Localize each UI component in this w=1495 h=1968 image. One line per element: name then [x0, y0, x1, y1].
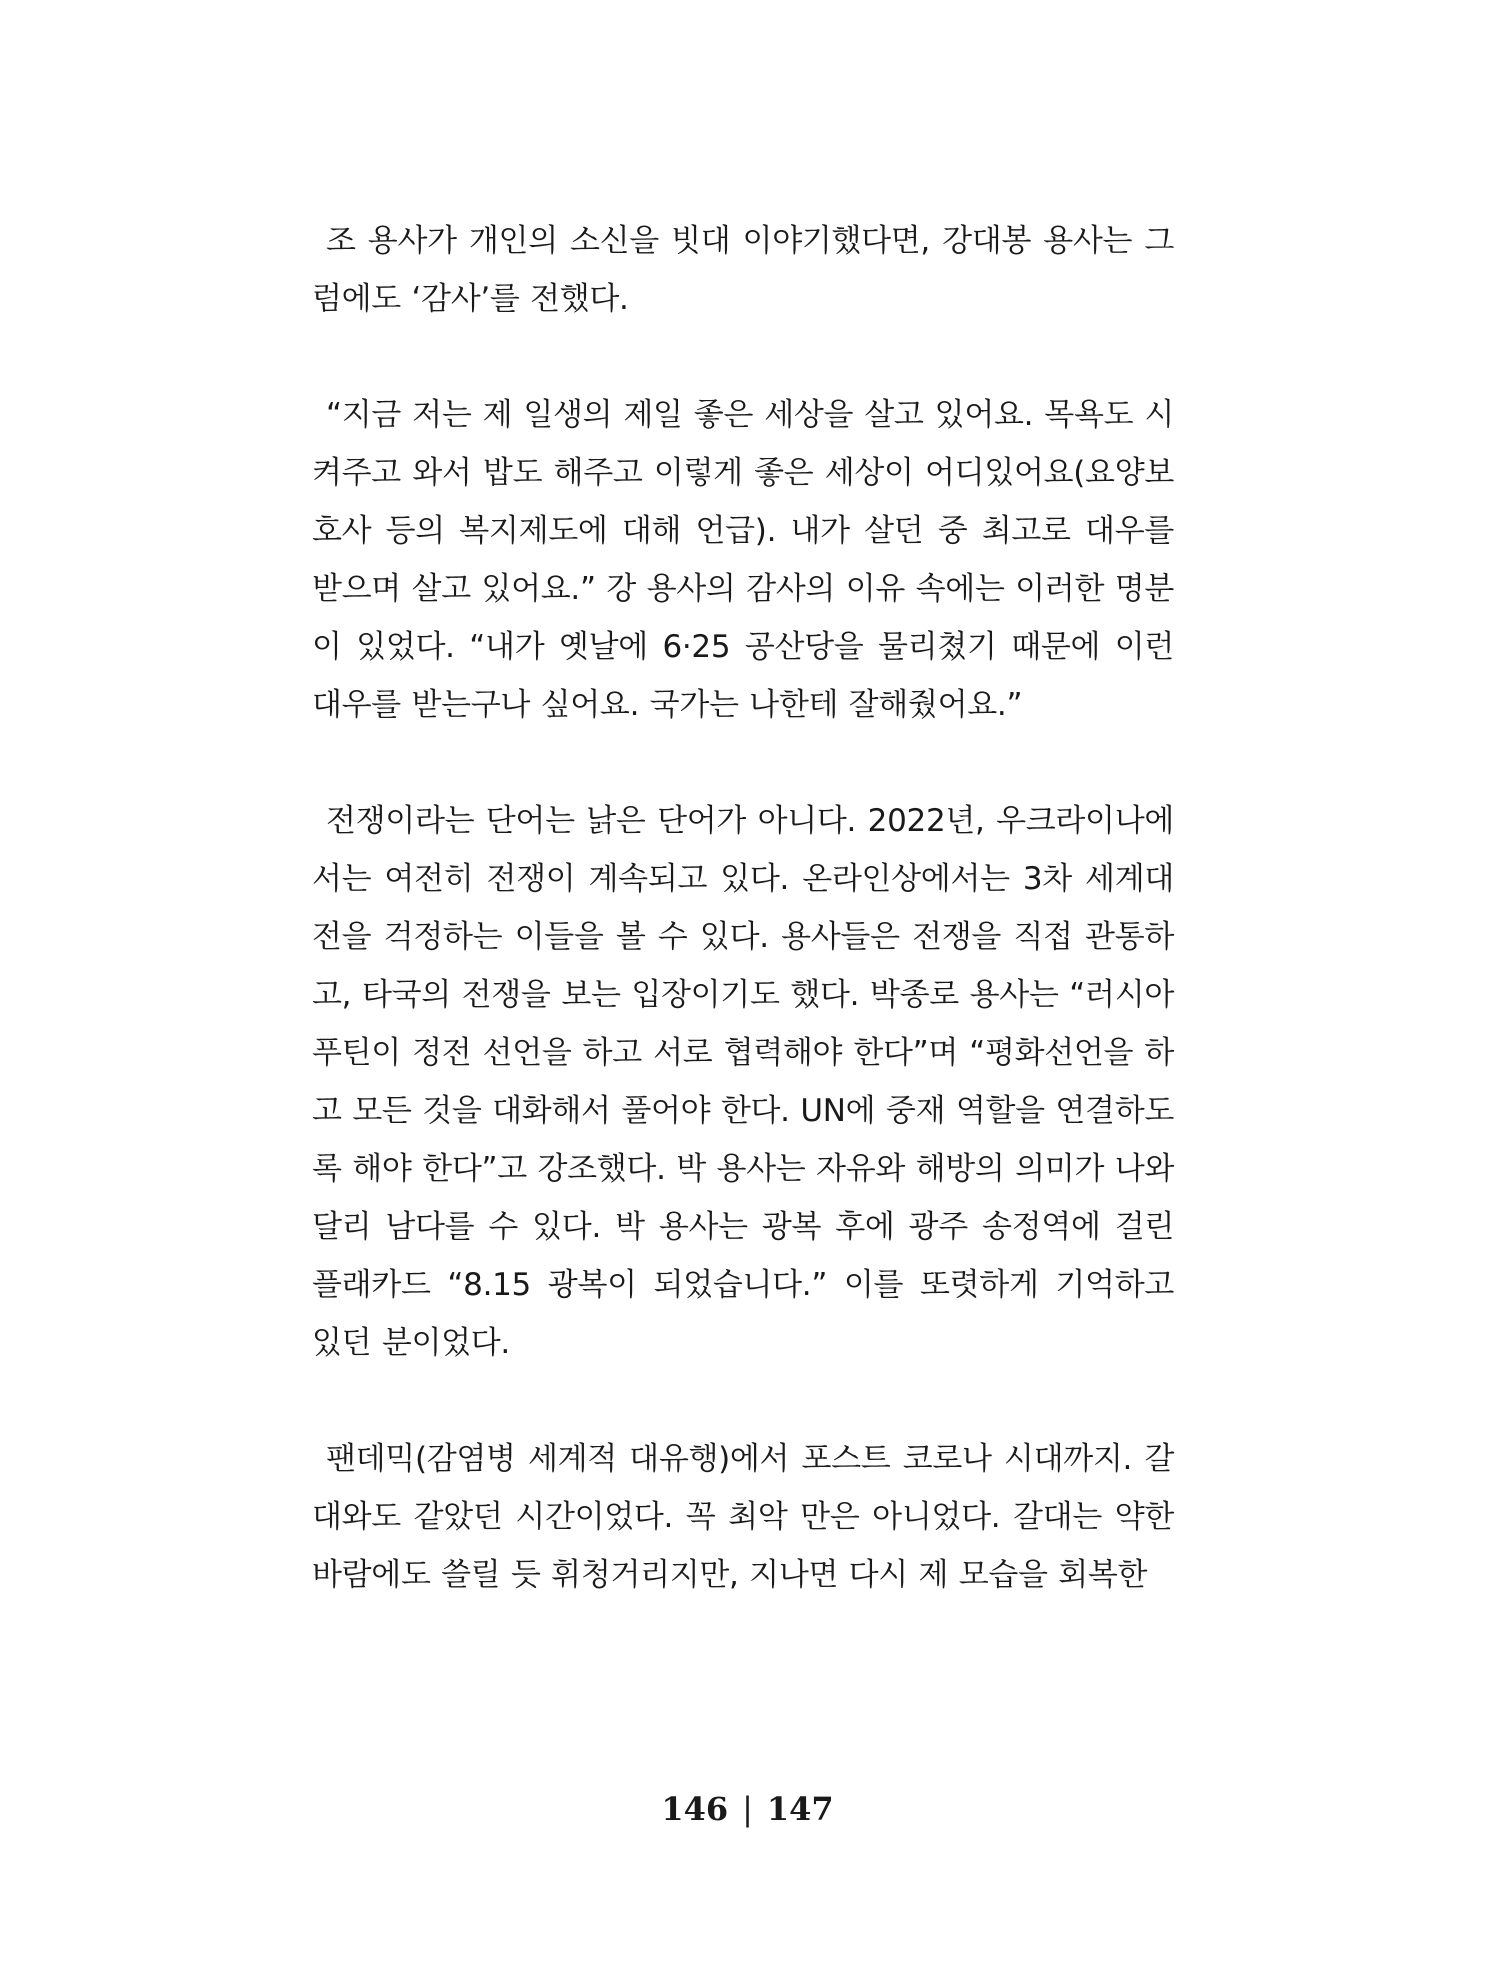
paragraph-war: 전쟁이라는 단어는 낡은 단어가 아니다. 2022년, 우크라이나에서는 여전히 전쟁이 계속되고 있다. 온라인상에서는 3차 세계대전을 걱정하는 이들을 볼 수 있다. 용사들은 전쟁을 직접 관통하고, 타국의 전쟁을 보는 입장이기도 했다. 박종로 용사는 “러시아 푸틴이 정전 선언을 하고 서로 협력해야 한다”며 “평화선언을 하고 모든 것을 대화해서 풀어야 한다. UN에 중재 역할을 연결하도록 해야 한다”고 강조했다. 박 용사는 자유와 해방의 의미가 나와 달리 남다를 수 있다. 박 용사는 광복 후에 광주 송정역에 걸린 플래카드 “8.15 광복이 되었습니다.” 이를 또렷하게 기억하고 있던 분이었다.	[312, 803, 1174, 1361]
page-number-separator: |	[742, 1790, 753, 1828]
paragraph-gratitude-intro: 조 용사가 개인의 소신을 빗대 이야기했다면, 강대봉 용사는 그럼에도 ‘감사’를 전했다.	[312, 223, 1174, 317]
page-numbers	[0, 1790, 1495, 1828]
right-page-number: 147	[766, 1790, 834, 1828]
body-text	[312, 212, 1174, 1604]
paragraph-kang-quote: “지금 저는 제 일생의 제일 좋은 세상을 살고 있어요. 목욕도 시켜주고 와서 밥도 해주고 이렇게 좋은 세상이 어디있어요(요양보호사 등의 복지제도에 대해 언급). 내가 살던 중 최고로 대우를 받으며 살고 있어요.” 강 용사의 감사의 이유 속에는 이러한 명분이 있었다. “내가 옛날에 6·25 공산당을 물리쳤기 때문에 이런 대우를 받는구나 싶어요. 국가는 나한테 잘해줬어요.”	[312, 397, 1174, 723]
paragraph-pandemic: 팬데믹(감염병 세계적 대유행)에서 포스트 코로나 시대까지. 갈대와도 같았던 시간이었다. 꼭 최악 만은 아니었다. 갈대는 약한 바람에도 쓸릴 듯 휘청거리지만, 지나면 다시 제 모습을 회복한	[312, 1441, 1174, 1593]
left-page-number: 146	[661, 1790, 729, 1828]
